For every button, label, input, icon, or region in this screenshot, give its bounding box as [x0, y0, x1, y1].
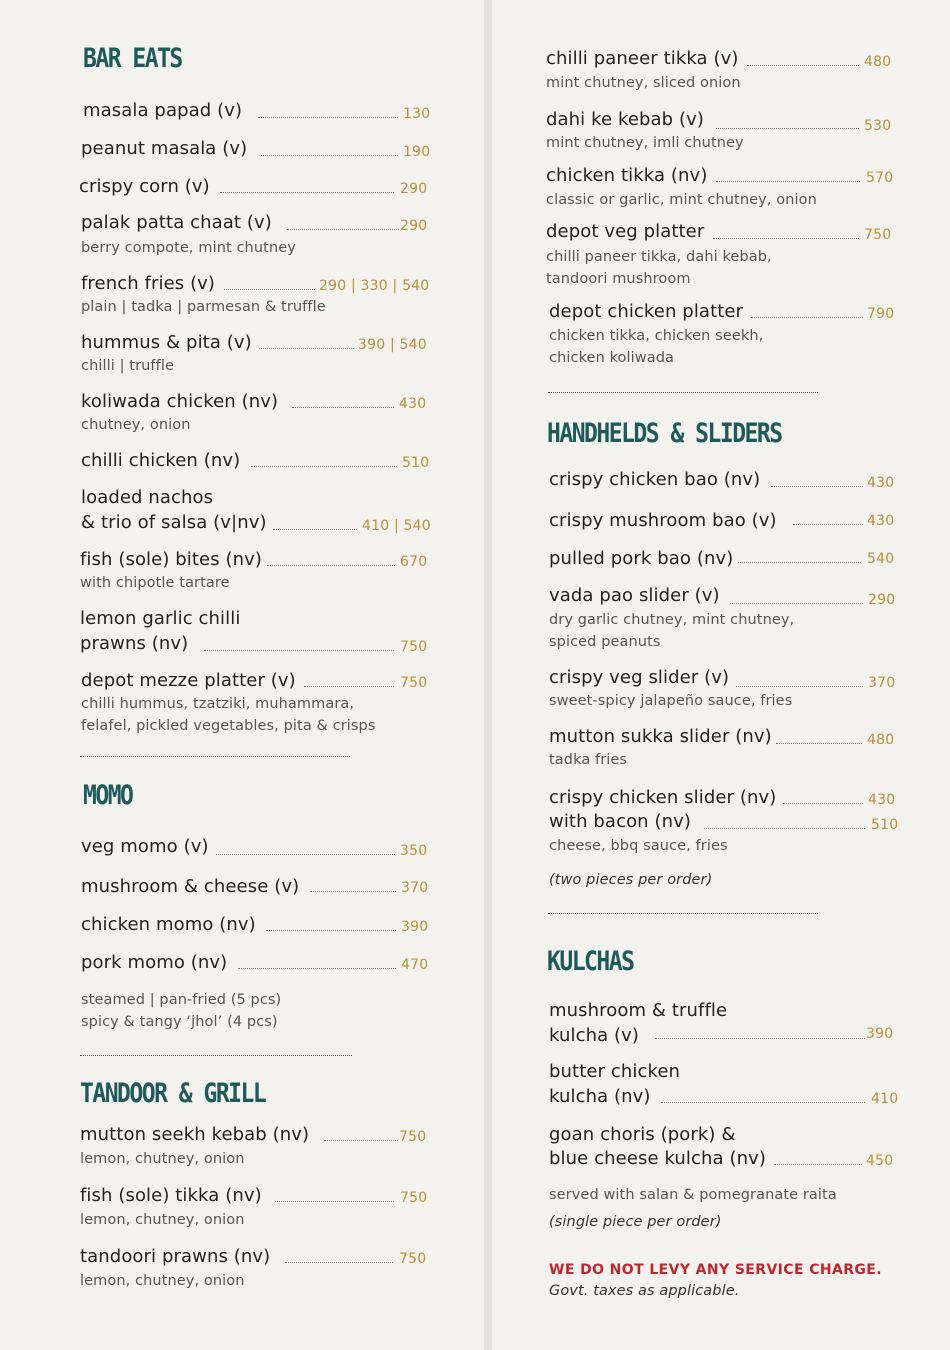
section-divider [548, 913, 818, 914]
menu-item-name: pulled pork bao (nv) [549, 548, 734, 569]
menu-item-description: sweet-spicy jalapeño sauce, fries [549, 693, 793, 709]
momo-note-2: spicy & tangy ‘jhol’ (4 pcs) [81, 1014, 278, 1030]
dot-leader [730, 603, 863, 604]
menu-item-name: crispy corn (v) [79, 176, 210, 197]
section-divider [548, 392, 818, 393]
menu-item-description-line2: chicken koliwada [549, 350, 675, 366]
menu-item-name: chicken momo (nv) [81, 914, 256, 935]
menu-item-price: 430 [399, 396, 427, 412]
menu-item-price: 750 [400, 1190, 428, 1206]
menu-item-name: depot mezze platter (v) [81, 670, 296, 691]
dot-leader [259, 348, 354, 349]
section-divider [80, 756, 350, 757]
menu-item-name: butter chicken [549, 1061, 681, 1082]
menu-item-price: 430 [867, 475, 895, 491]
dot-leader [261, 155, 398, 156]
menu-item-name: mushroom & truffle [549, 1000, 728, 1021]
menu-item-description: cheese, bbq sauce, fries [549, 838, 728, 854]
menu-item-description: lemon, chutney, onion [80, 1212, 245, 1228]
section-divider [80, 1055, 352, 1056]
menu-item-price: 790 [867, 306, 895, 322]
menu-item-name-line2: blue cheese kulcha (nv) [549, 1148, 766, 1169]
page-gutter [484, 0, 492, 1350]
menu-item-name: peanut masala (v) [81, 138, 248, 159]
dot-leader [655, 1038, 865, 1039]
section-title-handhelds-sliders: HANDHELDS & SLIDERS [547, 419, 782, 449]
menu-item-price: 290 [400, 218, 428, 234]
menu-item-name: mushroom & cheese (v) [81, 876, 300, 897]
dot-leader [310, 891, 396, 892]
dot-leader [716, 181, 860, 182]
menu-item-price: 290 [400, 181, 428, 197]
dot-leader [324, 1140, 398, 1141]
section-title-momo: MOMO [83, 781, 133, 811]
menu-item-name: tandoori prawns (nv) [80, 1246, 271, 1267]
menu-item-description: mint chutney, imli chutney [546, 135, 744, 151]
menu-item-description: chilli hummus, tzatziki, muhammara, [81, 696, 355, 712]
dot-leader [783, 803, 863, 804]
dot-leader [220, 192, 394, 193]
menu-item-name: crispy chicken bao (nv) [549, 469, 761, 490]
menu-item-price: 430 [868, 792, 896, 808]
menu-item-description: lemon, chutney, onion [80, 1151, 245, 1167]
menu-item-name: fish (sole) tikka (nv) [80, 1185, 262, 1206]
menu-item-description: mint chutney, sliced onion [546, 75, 741, 91]
menu-item-description: plain | tadka | parmesan & truffle [81, 299, 326, 315]
dot-leader [216, 854, 395, 855]
menu-item-name: loaded nachos [81, 487, 214, 508]
dot-leader [776, 743, 862, 744]
menu-item-name: hummus & pita (v) [81, 332, 252, 353]
menu-item-description: classic or garlic, mint chutney, onion [546, 192, 817, 208]
menu-item-description: chilli | truffle [81, 358, 174, 374]
section-title-kulchas: KULCHAS [547, 947, 634, 977]
menu-item-description: tadka fries [549, 752, 628, 768]
menu-item-price: 750 [400, 639, 428, 655]
menu-item-name: palak patta chaat (v) [81, 212, 272, 233]
menu-item-price: 750 [399, 1129, 427, 1145]
dot-leader [713, 238, 859, 239]
menu-item-name: chicken tikka (nv) [546, 165, 708, 186]
menu-item-name: french fries (v) [81, 273, 216, 294]
menu-item-price: 480 [864, 54, 892, 70]
menu-item-price: 350 [400, 843, 428, 859]
dot-leader [285, 1262, 393, 1263]
dot-leader [716, 128, 859, 129]
menu-item-name: crispy chicken slider (nv) [549, 787, 777, 808]
dot-leader [287, 229, 399, 230]
menu-item-price: 290 [868, 592, 896, 608]
menu-item-name: koliwada chicken (nv) [81, 391, 279, 412]
menu-item-name: veg momo (v) [81, 836, 209, 857]
menu-item-description: with chipotle tartare [80, 575, 230, 591]
menu-item-price: 430 [867, 513, 895, 529]
menu-item-price: 410 | 540 [362, 518, 431, 534]
menu-item-price-2: 510 [871, 817, 899, 833]
menu-item-name-line2: kulcha (v) [549, 1025, 640, 1046]
dot-leader [292, 407, 394, 408]
menu-item-description-line2: spiced peanuts [549, 634, 661, 650]
menu-item-description: dry garlic chutney, mint chutney, [549, 612, 795, 628]
kulchas-note-2: (single piece per order) [549, 1214, 722, 1230]
menu-item-name: lemon garlic chilli [80, 608, 241, 629]
menu-item-name: vada pao slider (v) [549, 585, 720, 606]
dot-leader [304, 686, 394, 687]
menu-item-price: 450 [866, 1153, 894, 1169]
dot-leader [704, 828, 865, 829]
dot-leader [266, 930, 396, 931]
menu-item-name-line2: & trio of salsa (v|nv) [81, 512, 267, 533]
menu-item-price: 530 [864, 118, 892, 134]
menu-item-name: dahi ke kebab (v) [546, 109, 705, 130]
menu-item-description: chicken tikka, chicken seekh, [549, 328, 764, 344]
dot-leader [747, 65, 859, 66]
menu-item-description: chilli paneer tikka, dahi kebab, [546, 249, 772, 265]
menu-item-name-line2: with bacon (nv) [549, 811, 692, 832]
dot-leader [273, 529, 357, 530]
menu-item-name-line2: prawns (nv) [80, 633, 189, 654]
dot-leader [251, 466, 397, 467]
menu-item-price: 540 [867, 551, 895, 567]
menu-item-price: 190 [403, 144, 431, 160]
menu-item-name: goan choris (pork) & [549, 1124, 736, 1145]
menu-item-price: 750 [400, 675, 428, 691]
menu-item-price: 390 [866, 1026, 894, 1042]
momo-note: steamed | pan-fried (5 pcs) [81, 992, 282, 1008]
menu-item-name: crispy mushroom bao (v) [549, 510, 777, 531]
menu-item-description: lemon, chutney, onion [80, 1273, 245, 1289]
section-title-tandoor-grill: TANDOOR & GRILL [80, 1079, 266, 1109]
section-title-bar-eats: BAR EATS [83, 44, 182, 74]
menu-item-name: crispy veg slider (v) [549, 667, 730, 688]
menu-item-price: 390 [401, 919, 429, 935]
menu-item-name: depot veg platter [546, 221, 705, 242]
menu-item-price: 510 [402, 455, 430, 471]
menu-item-name: chilli chicken (nv) [81, 450, 241, 471]
kulchas-note: served with salan & pomegranate raita [549, 1187, 837, 1203]
dot-leader [275, 1201, 394, 1202]
service-charge-notice: WE DO NOT LEVY ANY SERVICE CHARGE. [549, 1262, 882, 1278]
dot-leader [751, 317, 863, 318]
menu-item-name: chilli paneer tikka (v) [546, 48, 739, 69]
menu-item-description-line2: tandoori mushroom [546, 271, 691, 287]
menu-item-price: 470 [401, 957, 429, 973]
dot-leader [771, 486, 863, 487]
menu-item-description: berry compote, mint chutney [81, 240, 296, 256]
dot-leader [774, 1164, 862, 1165]
dot-leader [661, 1102, 865, 1103]
taxes-note: Govt. taxes as applicable. [549, 1283, 740, 1299]
menu-item-name: masala papad (v) [83, 100, 243, 121]
dot-leader [204, 650, 394, 651]
dot-leader [793, 524, 863, 525]
dot-leader [258, 117, 398, 118]
menu-item-price: 410 [871, 1091, 899, 1107]
menu-item-price: 370 [868, 675, 896, 691]
menu-item-price: 390 | 540 [358, 337, 427, 353]
menu-item-name: mutton sukka slider (nv) [549, 726, 772, 747]
menu-item-name: mutton seekh kebab (nv) [80, 1124, 310, 1145]
menu-item-name: fish (sole) bites (nv) [80, 549, 263, 570]
menu-item-description-line2: felafel, pickled vegetables, pita & crisps [81, 718, 376, 734]
dot-leader [224, 289, 315, 290]
menu-item-name: depot chicken platter [549, 301, 744, 322]
menu-item-price: 130 [403, 106, 431, 122]
dot-leader [267, 565, 395, 566]
menu-item-name-line2: kulcha (nv) [549, 1086, 651, 1107]
dot-leader [738, 562, 861, 563]
menu-item-price: 480 [867, 732, 895, 748]
menu-item-price: 750 [399, 1251, 427, 1267]
menu-item-price: 570 [866, 170, 894, 186]
menu-item-price: 290 | 330 | 540 [319, 278, 430, 294]
handhelds-note: (two pieces per order) [549, 872, 713, 888]
menu-item-price: 370 [401, 880, 429, 896]
dot-leader [736, 686, 863, 687]
menu-item-name: pork momo (nv) [81, 952, 228, 973]
menu-item-price: 750 [864, 227, 892, 243]
menu-item-description: chutney, onion [81, 417, 191, 433]
dot-leader [238, 968, 396, 969]
menu-item-price: 670 [400, 554, 428, 570]
